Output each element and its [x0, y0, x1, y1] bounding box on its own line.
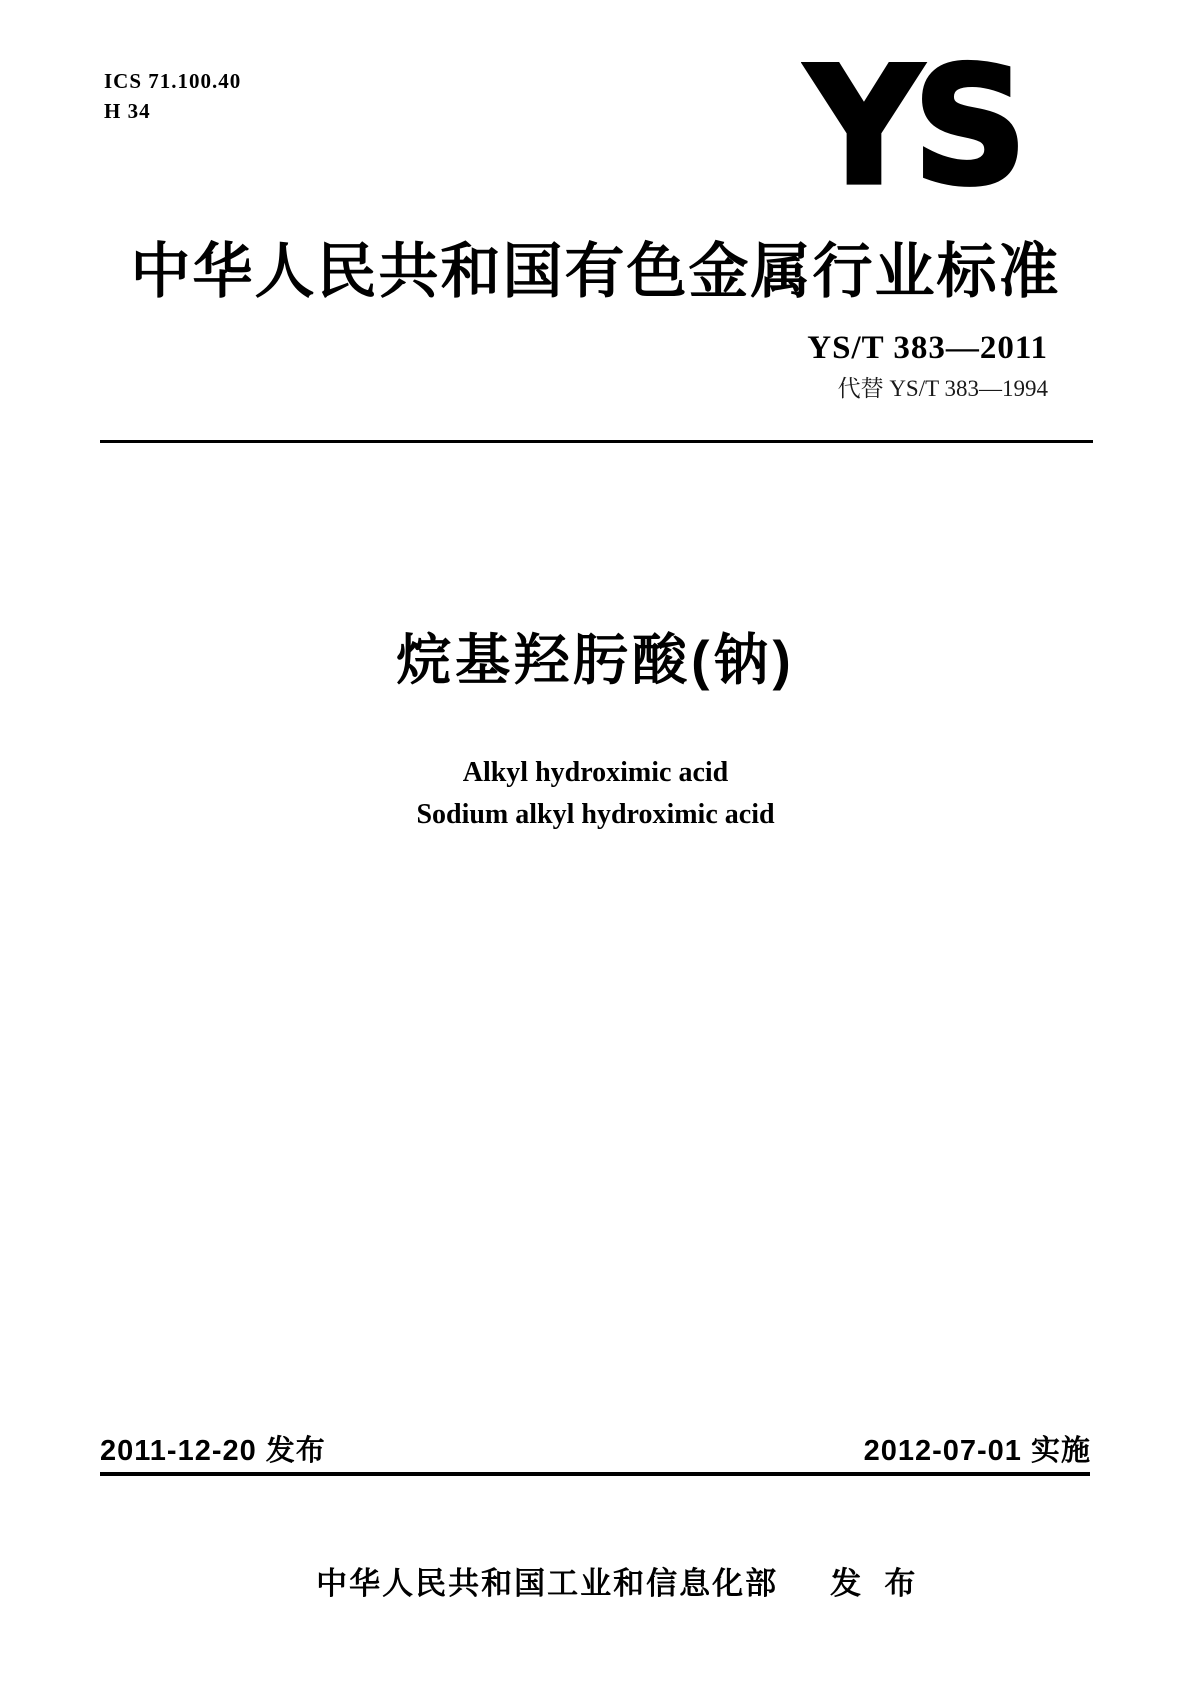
- implementation-date: 2012-07-01 实施: [863, 1435, 1091, 1467]
- english-title-line1: Alkyl hydroximic acid: [462, 757, 729, 788]
- document-title-english: [0, 752, 1191, 836]
- ics-code: ICS 71.100.40: [104, 69, 242, 93]
- document-title-chinese: 烷基羟肟酸(钠): [396, 629, 795, 691]
- standard-number: YS/T 383—2011: [807, 330, 1048, 366]
- footer-divider-line: [100, 1472, 1090, 1476]
- english-title-line2: Sodium alkyl hydroximic acid: [416, 799, 775, 830]
- publisher-row: [0, 1522, 1191, 1639]
- standard-banner-title: 中华人民共和国有色金属行业标准: [130, 238, 1061, 305]
- standard-number-block: [807, 330, 1048, 403]
- replaced-standard: 代替 YS/T 383—1994: [837, 376, 1048, 401]
- ys-logo: YS: [806, 33, 1019, 221]
- publish-label: 发 布: [830, 1566, 918, 1601]
- header-divider-line: [100, 440, 1093, 443]
- ccs-code: H 34: [104, 99, 151, 124]
- ics-classification: [104, 66, 241, 127]
- issue-date: 2011-12-20 发布: [100, 1435, 326, 1467]
- publisher-name: 中华人民共和国工业和信息化部: [316, 1566, 779, 1601]
- date-row: [100, 1428, 1091, 1469]
